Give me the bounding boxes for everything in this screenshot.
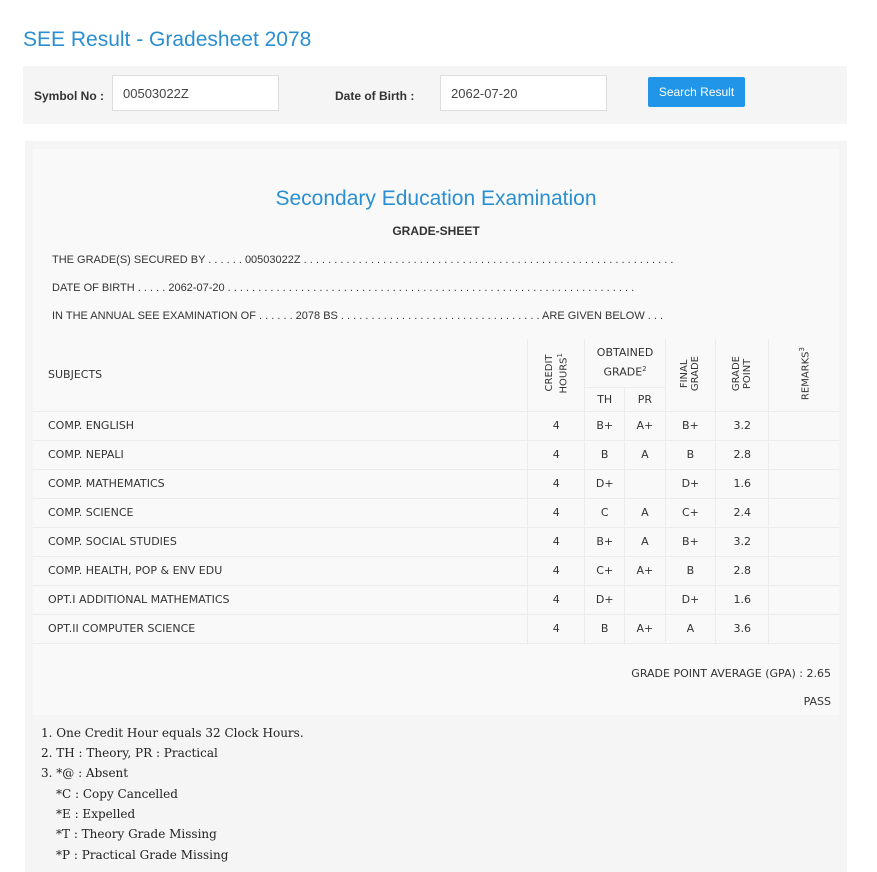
th-grade-cell: B+ (585, 411, 625, 440)
table-row (33, 585, 839, 614)
footnote-item: *C : Copy Cancelled (56, 787, 178, 801)
credit-cell: 4 (528, 411, 585, 440)
footnote-item: *P : Practical Grade Missing (56, 848, 229, 862)
subject-cell: OPT.II COMPUTER SCIENCE (33, 614, 528, 643)
remarks-cell (769, 440, 839, 469)
grade-point-cell: 3.6 (716, 614, 769, 643)
symbol-no-input[interactable] (112, 75, 279, 111)
subjects-header: SUBJECTS (33, 339, 528, 411)
grade-point-cell: 1.6 (716, 469, 769, 498)
dob-label: Date of Birth : (335, 89, 415, 103)
footnote-item: *E : Expelled (56, 807, 136, 821)
th-grade-cell: C (585, 498, 625, 527)
final-grade-cell: B (665, 440, 715, 469)
final-grade-cell: D+ (665, 585, 715, 614)
final-grade-header: FINAL GRADE (665, 339, 715, 411)
pr-grade-cell: A+ (625, 411, 666, 440)
pr-grade-cell: A (625, 440, 666, 469)
search-result-button[interactable]: Search Result (648, 77, 745, 107)
final-grade-cell: C+ (665, 498, 715, 527)
credit-cell: 4 (528, 585, 585, 614)
exam-line: IN THE ANNUAL SEE EXAMINATION OF . . . . . . 2078 BS . . . . . . . . . . . . . . . . . . . . . . . . . . . . . . . . . ARE GIVEN BELOW . . . (52, 310, 664, 322)
footnote-item: 1. One Credit Hour equals 32 Clock Hours. (41, 726, 304, 740)
subject-cell: OPT.I ADDITIONAL MATHEMATICS (33, 585, 528, 614)
th-grade-cell: D+ (585, 469, 625, 498)
th-grade-cell: B (585, 440, 625, 469)
credit-cell: 4 (528, 527, 585, 556)
subject-cell: COMP. ENGLISH (33, 411, 528, 440)
credit-cell: 4 (528, 556, 585, 585)
table-row (33, 556, 839, 585)
credit-cell: 4 (528, 614, 585, 643)
subject-cell: COMP. SOCIAL STUDIES (33, 527, 528, 556)
table-row (33, 469, 839, 498)
th-grade-cell: B+ (585, 527, 625, 556)
th-header: TH (585, 387, 625, 411)
table-row (33, 614, 839, 643)
th-grade-cell: D+ (585, 585, 625, 614)
final-grade-cell: A (665, 614, 715, 643)
remarks-cell (769, 527, 839, 556)
final-grade-cell: B+ (665, 527, 715, 556)
grade-point-cell: 2.8 (716, 440, 769, 469)
footnotes (33, 715, 839, 872)
pr-grade-cell: A+ (625, 556, 666, 585)
footnote-item: 2. TH : Theory, PR : Practical (41, 746, 218, 760)
search-form (23, 66, 847, 124)
remarks-cell (769, 614, 839, 643)
gradesheet (33, 149, 839, 872)
page-title: SEE Result - Gradesheet 2078 (23, 28, 312, 51)
subject-cell: COMP. HEALTH, POP & ENV EDU (33, 556, 528, 585)
grade-point-cell: 3.2 (716, 411, 769, 440)
secured-by-line: THE GRADE(S) SECURED BY . . . . . . 00503022Z . . . . . . . . . . . . . . . . . . . . . . . . . . . . . . . . . . . . . . . . . . . . . . . . . . . . . . . . . . . . . (52, 254, 674, 266)
subject-cell: COMP. MATHEMATICS (33, 469, 528, 498)
result-status: PASS (803, 695, 831, 708)
th-grade-cell: B (585, 614, 625, 643)
exam-title: Secondary Education Examination (275, 187, 597, 210)
pr-grade-cell (625, 469, 666, 498)
remarks-cell (769, 585, 839, 614)
pr-grade-cell (625, 585, 666, 614)
table-row (33, 440, 839, 469)
grade-point-header: GRADE POINT (716, 339, 769, 411)
pr-grade-cell: A+ (625, 614, 666, 643)
remarks-header: REMARKS$^3$ (769, 339, 839, 411)
gradesheet-container (25, 141, 847, 872)
gpa-summary: GRADE POINT AVERAGE (GPA) : 2.65 (631, 667, 831, 680)
grade-point-cell: 3.2 (716, 527, 769, 556)
grade-point-cell: 2.4 (716, 498, 769, 527)
dob-input[interactable] (440, 75, 607, 111)
grade-point-cell: 1.6 (716, 585, 769, 614)
remarks-cell (769, 469, 839, 498)
symbol-no-label: Symbol No : (34, 89, 105, 103)
footnote-item: 3. *@ : Absent (41, 766, 129, 780)
credit-cell: 4 (528, 498, 585, 527)
dob-line: DATE OF BIRTH . . . . . 2062-07-20 . . . . . . . . . . . . . . . . . . . . . . . . . . . . . . . . . . . . . . . . . . . . . . . . . . . . . . . . . . . . . . . . . . . (52, 282, 635, 294)
pr-grade-cell: A (625, 498, 666, 527)
credit-hours-header: CREDIT HOURS$^1$ (528, 339, 585, 411)
table-row (33, 527, 839, 556)
final-grade-cell: B+ (665, 411, 715, 440)
credit-cell: 4 (528, 469, 585, 498)
grade-point-cell: 2.8 (716, 556, 769, 585)
obtained-grade-header: OBTAINED GRADE$^2$ (585, 339, 665, 387)
th-grade-cell: C+ (585, 556, 625, 585)
table-row (33, 498, 839, 527)
table-row (33, 411, 839, 440)
grade-table (33, 339, 839, 644)
final-grade-cell: B (665, 556, 715, 585)
remarks-cell (769, 411, 839, 440)
final-grade-cell: D+ (665, 469, 715, 498)
remarks-cell (769, 498, 839, 527)
subject-cell: COMP. SCIENCE (33, 498, 528, 527)
pr-grade-cell: A (625, 527, 666, 556)
subject-cell: COMP. NEPALI (33, 440, 528, 469)
gradesheet-heading: GRADE-SHEET (392, 224, 480, 238)
footnote-item: *T : Theory Grade Missing (56, 827, 217, 841)
remarks-cell (769, 556, 839, 585)
credit-cell: 4 (528, 440, 585, 469)
pr-header: PR (625, 387, 666, 411)
